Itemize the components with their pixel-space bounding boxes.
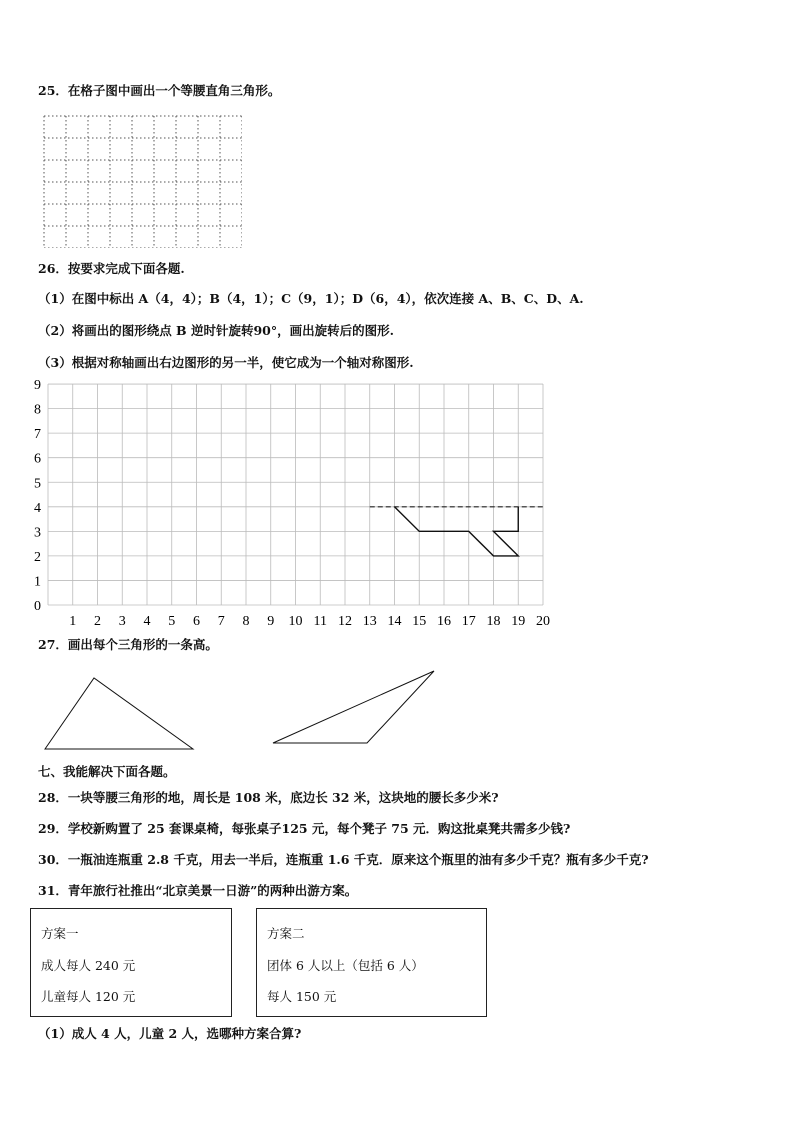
y-tick-label: 8 <box>34 402 41 418</box>
y-tick-label: 0 <box>34 599 41 614</box>
x-tick-label: 5 <box>168 614 176 629</box>
y-tick-label: 6 <box>34 451 41 467</box>
x-tick-label: 4 <box>143 614 151 629</box>
triangles <box>40 665 450 755</box>
y-tick-label: 2 <box>34 549 41 565</box>
question-30: 30．一瓶油连瓶重 2.8 千克，用去一半后，连瓶重 1.6 千克．原来这个瓶里的油有多少千克？瓶有多少千克? <box>38 852 649 867</box>
triangle-left <box>45 678 193 749</box>
question-31-title: 31．青年旅行社推出“北京美景一日游”的两种出游方案。 <box>38 883 358 898</box>
question-28: 28．一块等腰三角形的地，周长是 108 米，底边长 32 米，这块地的腰长多少米? <box>38 790 499 805</box>
x-tick-label: 15 <box>412 614 427 629</box>
x-tick-label: 9 <box>267 614 275 629</box>
x-tick-label: 7 <box>217 614 225 629</box>
plan-1-name: 方案一 <box>41 926 79 941</box>
plan-1-adult-price: 成人每人 240 元 <box>41 958 136 973</box>
dotted-grid <box>40 112 242 248</box>
question-29: 29．学校新购置了 25 套课桌椅，每张桌子125 元，每个凳子 75 元．购这批桌凳共需多少钱? <box>38 821 571 836</box>
y-tick-label: 3 <box>34 525 41 541</box>
plan-2-box <box>256 908 487 1017</box>
plan-2-name: 方案二 <box>267 926 305 941</box>
y-tick-label: 5 <box>34 476 41 492</box>
x-tick-label: 19 <box>511 614 526 629</box>
question-26-title: 26．按要求完成下面各题. <box>38 261 185 276</box>
y-tick-label: 9 <box>34 378 41 394</box>
x-tick-label: 3 <box>118 614 126 629</box>
question-26-part-3: （3）根据对称轴画出右边图形的另一半，使它成为一个轴对称图形. <box>38 355 414 370</box>
x-tick-label: 8 <box>242 614 250 629</box>
x-tick-label: 10 <box>288 614 303 629</box>
x-tick-label: 20 <box>536 614 550 629</box>
plan-2-price: 每人 150 元 <box>267 989 337 1004</box>
question-25: 25．在格子图中画出一个等腰直角三角形。 <box>38 83 281 98</box>
x-tick-label: 13 <box>362 614 377 629</box>
x-tick-label: 14 <box>387 614 402 629</box>
triangle-right <box>273 671 434 743</box>
x-tick-label: 16 <box>437 614 451 629</box>
x-tick-label: 11 <box>313 614 327 629</box>
plan-2-group-rule: 团体 6 人以上（包括 6 人） <box>267 958 424 973</box>
x-tick-label: 18 <box>486 614 501 629</box>
x-tick-label: 17 <box>461 614 476 629</box>
y-tick-label: 1 <box>34 574 41 590</box>
question-26-part-2: （2）将画出的图形绕点 B 逆时针旋转90°，画出旋转后的图形. <box>38 323 394 338</box>
coordinate-grid <box>28 374 568 632</box>
question-26-part-1: （1）在图中标出 A（4，4）；B（4，1）；C（9，1）；D（6，4），依次连接 A、B、C、D、A. <box>38 291 584 306</box>
section-7-heading: 七、我能解决下面各题。 <box>38 764 176 779</box>
x-tick-label: 2 <box>94 614 101 629</box>
plan-1-box <box>30 908 232 1017</box>
y-tick-label: 7 <box>34 427 41 443</box>
x-tick-label: 1 <box>69 614 77 629</box>
question-31-part-1: （1）成人 4 人，儿童 2 人，选哪种方案合算? <box>38 1026 302 1041</box>
y-tick-label: 4 <box>34 500 41 516</box>
question-27: 27．画出每个三角形的一条高。 <box>38 637 218 652</box>
x-tick-label: 12 <box>338 614 352 629</box>
grid-lines <box>48 384 543 605</box>
x-tick-label: 6 <box>193 614 200 629</box>
plan-1-child-price: 儿童每人 120 元 <box>41 989 136 1004</box>
